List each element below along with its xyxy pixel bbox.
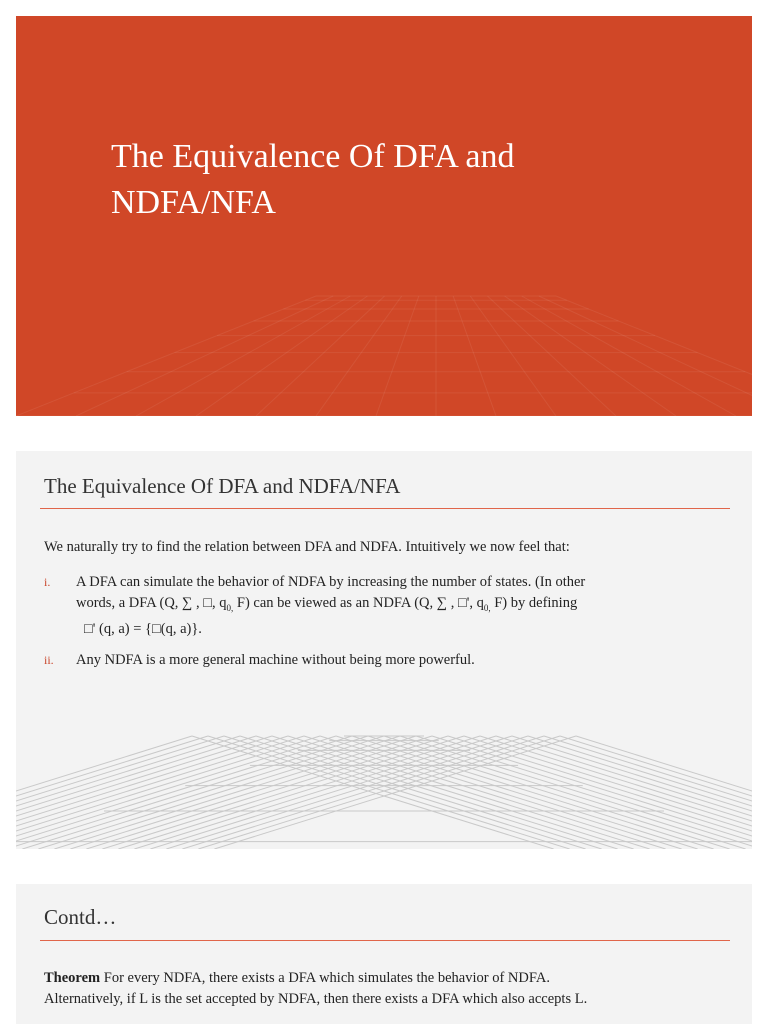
heading-divider: [40, 940, 730, 941]
grid-line: [136, 296, 350, 416]
theorem-paragraph: [44, 968, 734, 1010]
list-item: [44, 650, 734, 671]
text-run: F) can be viewed as an NDFA (Q, ∑ , □', q: [233, 595, 484, 611]
slide-title: [111, 134, 711, 226]
heading-divider: [40, 508, 730, 509]
list-item: [44, 572, 734, 640]
list-marker: ii.: [44, 653, 54, 667]
theorem-text: Alternatively, if L is the set accepted by NDFA, then there exists a DFA which also accepts L.: [44, 991, 588, 1007]
grid-line: [16, 736, 224, 849]
grid-line: [539, 296, 752, 416]
text-run: words, a DFA (Q, ∑ , □, q: [76, 595, 227, 611]
grid-line: [76, 296, 333, 416]
grid-line: [16, 736, 352, 849]
list-item-line: A DFA can simulate the behavior of NDFA by increasing the number of states. (In other: [76, 574, 586, 590]
theorem-label: Theorem: [44, 970, 101, 986]
slide-title-line-2: NDFA/NFA: [111, 184, 276, 221]
grid-line: [316, 296, 402, 416]
grid-line: [453, 296, 496, 416]
point-list: [44, 650, 734, 671]
grid-line: [432, 736, 752, 849]
title-slide: [16, 16, 752, 416]
slide-title-line-1: The Equivalence Of DFA and: [111, 138, 515, 175]
intro-paragraph: We naturally try to find the relation between DFA and NDFA. Intuitively we now feel that:: [44, 539, 570, 555]
list-item-line: [76, 595, 577, 611]
subscript: 0,: [226, 602, 234, 613]
text-run: F) by defining: [490, 595, 578, 611]
content-slide-equivalence: [16, 451, 752, 849]
grid-line: [528, 736, 752, 849]
grid-line: [556, 296, 752, 416]
grid-line: [376, 296, 419, 416]
grid-line: [16, 296, 316, 416]
slide-heading: Contd…: [44, 905, 117, 929]
list-item-line: Any NDFA is a more general machine without being more powerful.: [76, 652, 475, 668]
slide-heading: The Equivalence Of DFA and NDFA/NFA: [44, 474, 401, 498]
grid-line: [522, 296, 736, 416]
list-marker: i.: [44, 575, 51, 589]
grid-line: [256, 296, 385, 416]
grid-line: [16, 736, 240, 849]
grid-line: [416, 736, 752, 849]
grid-line: [505, 296, 676, 416]
grid-line: [487, 296, 616, 416]
subscript: 0,: [483, 602, 491, 613]
list-item-line: □' (q, a) = {□(q, a)}.: [84, 620, 202, 637]
grid-line: [470, 296, 556, 416]
content-slide-contd: [16, 884, 752, 1024]
point-list: [44, 572, 734, 640]
grid-line: [544, 736, 752, 849]
grid-line: [196, 296, 367, 416]
grid-line: [16, 736, 336, 849]
theorem-text: For every NDFA, there exists a DFA which simulates the behavior of NDFA.: [100, 970, 550, 986]
